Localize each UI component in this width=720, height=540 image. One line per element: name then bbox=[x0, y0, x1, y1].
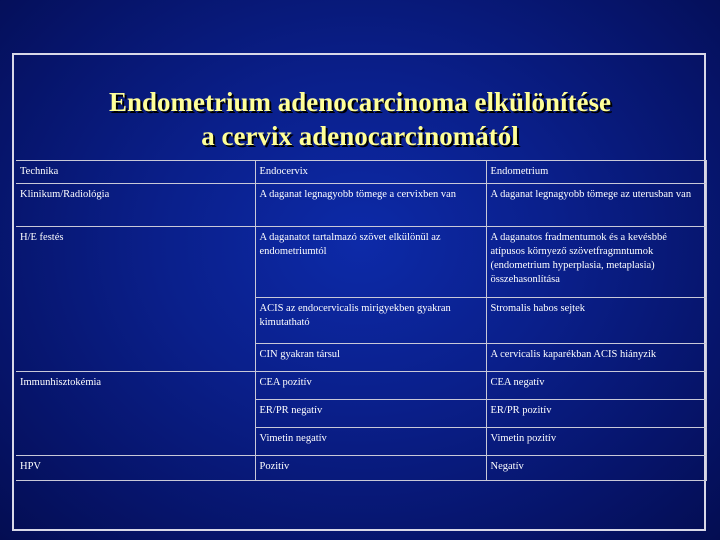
row-label: Klinikum/Radiológia bbox=[16, 184, 255, 227]
slide-title-line-1: Endometrium adenocarcinoma elkülönítése bbox=[109, 87, 611, 117]
cell-endocervix: Pozitív bbox=[255, 456, 486, 481]
table-row bbox=[16, 227, 706, 298]
cell-endocervix: CIN gyakran társul bbox=[255, 344, 486, 372]
table-row bbox=[16, 184, 706, 227]
table-row bbox=[16, 372, 706, 400]
table-row bbox=[16, 456, 706, 481]
row-label: H/E festés bbox=[16, 227, 255, 298]
cell-endometrium: Stromalis habos sejtek bbox=[486, 298, 706, 344]
header-endometrium: Endometrium bbox=[486, 161, 706, 184]
cell-endocervix: CEA pozitív bbox=[255, 372, 486, 400]
row-label bbox=[16, 400, 255, 428]
slide-title-line-2: a cervix adenocarcinomától bbox=[201, 121, 519, 151]
cell-endometrium: Negatív bbox=[486, 456, 706, 481]
row-label bbox=[16, 344, 255, 372]
cell-endocervix: ER/PR negatív bbox=[255, 400, 486, 428]
table-header-row bbox=[16, 161, 706, 184]
cell-endometrium: A cervicalis kaparékban ACIS hiányzik bbox=[486, 344, 706, 372]
row-label: Immunhisztokémia bbox=[16, 372, 255, 400]
table-row bbox=[16, 428, 706, 456]
cell-endocervix: A daganatot tartalmazó szövet elkülönül az endometriumtól bbox=[255, 227, 486, 298]
cell-endometrium: A daganat legnagyobb tömege az uterusban van bbox=[486, 184, 706, 227]
row-label bbox=[16, 428, 255, 456]
slide-title bbox=[14, 85, 706, 153]
cell-endocervix: A daganat legnagyobb tömege a cervixben van bbox=[255, 184, 486, 227]
comparison-table bbox=[16, 160, 707, 481]
cell-endocervix: Vimetin negatív bbox=[255, 428, 486, 456]
cell-endometrium: A daganatos fradmentumok és a kevésbbé atípusos környező szövetfragmntumok (endometrium hyperplasia, metaplasia) összehasonlítása bbox=[486, 227, 706, 298]
header-endocervix: Endocervix bbox=[255, 161, 486, 184]
cell-endometrium: Vimetin pozitív bbox=[486, 428, 706, 456]
table-row bbox=[16, 344, 706, 372]
cell-endometrium: CEA negatív bbox=[486, 372, 706, 400]
cell-endocervix: ACIS az endocervicalis mirigyekben gyakran kimutatható bbox=[255, 298, 486, 344]
header-technique: Technika bbox=[16, 161, 255, 184]
cell-endometrium: ER/PR pozitív bbox=[486, 400, 706, 428]
table-row bbox=[16, 298, 706, 344]
table-row bbox=[16, 400, 706, 428]
row-label bbox=[16, 298, 255, 344]
row-label: HPV bbox=[16, 456, 255, 481]
